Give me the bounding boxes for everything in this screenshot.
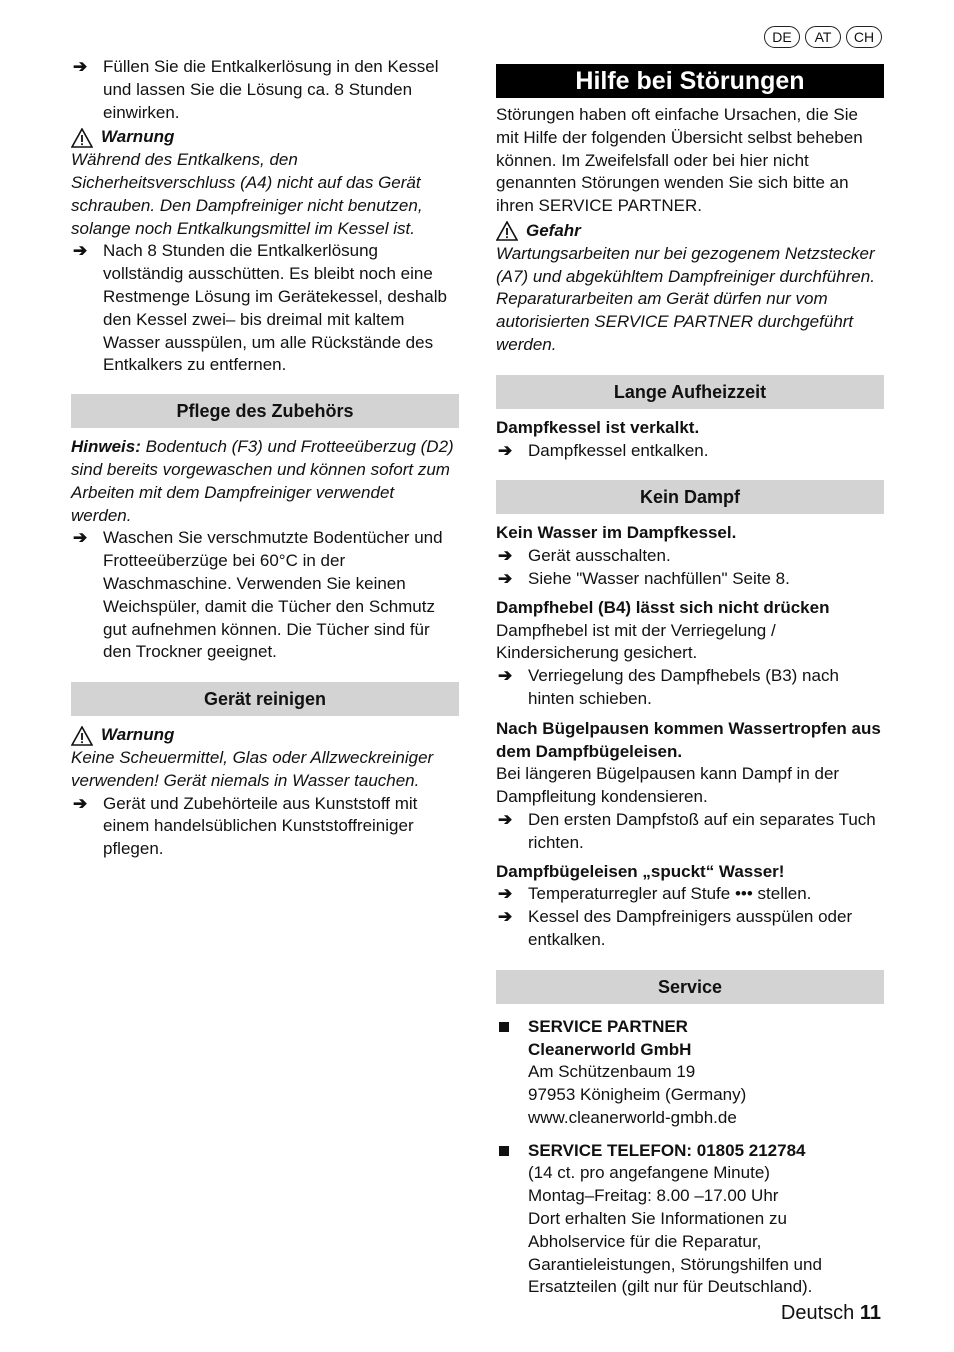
cause-heading: Nach Bügelpausen kommen Wassertropfen aus dem Dampfbügeleisen. (496, 718, 881, 761)
step-see-page: ➔ Siehe "Wasser nachfüllen" Seite 8. (496, 568, 884, 591)
hint-label: Hinweis: (71, 437, 141, 457)
hint-paragraph: Hinweis: Bodentuch (F3) und Frotteeüberzug (D2) sind bereits vorgewaschen und können sofort zum Arbeiten mit dem Dampfreiniger verwendet werden. (71, 437, 454, 525)
danger-heading: Gefahr (496, 220, 884, 243)
arrow-icon: ➔ (498, 809, 513, 829)
step-temperature: ➔ Temperaturregler auf Stufe ••• stellen. (496, 883, 884, 906)
cause-text: Dampfhebel ist mit der Verriegelung / Kindersicherung gesichert. (496, 620, 776, 663)
section-heading-heat: Lange Aufheizzeit (496, 375, 884, 409)
warning-heading: Warnung (71, 724, 459, 747)
step-descale: ➔ Dampfkessel entkalken. (496, 440, 884, 463)
arrow-icon: ➔ (498, 666, 513, 686)
section-heading-steam: Kein Dampf (496, 480, 884, 514)
arrow-icon: ➔ (73, 793, 88, 813)
warning-triangle-icon (496, 221, 518, 241)
badge-ch: CH (846, 26, 882, 48)
service-phone-block: SERVICE TELEFON: 01805 212784 (14 ct. pro angefangene Minute) Montag–Freitag: 8.00 –17.00 Uhr Dort erhalten Sie Informationen zu Abholservice für die Reparatur, Garantieleistungen, Störungshilfen und Ersatzteilen (gilt nur für Deutschland). (496, 1140, 884, 1300)
warning-heading: Warnung (71, 126, 459, 149)
cause-text: Bei längeren Bügelpausen kann Dampf in der Dampfleitung kondensieren. (496, 764, 840, 807)
section-heading-clean: Gerät reinigen (71, 682, 459, 716)
warning-triangle-icon (71, 128, 93, 148)
warning-text: Keine Scheuermittel, Glas oder Allzweckreiniger verwenden! Gerät niemals in Wasser tauchen. (71, 747, 434, 790)
left-column (71, 56, 459, 861)
arrow-icon: ➔ (498, 568, 513, 588)
step-clean-plastic: ➔ Gerät und Zubehörteile aus Kunststoff mit einem handelsüblichen Kunststoffreiniger pflegen. (73, 793, 418, 859)
step-rinse-kettle: ➔ Kessel des Dampfreinigers ausspülen oder entkalken. (498, 907, 853, 949)
step-first-steam: ➔ Den ersten Dampfstoß auf ein separates Tuch richten. (498, 809, 876, 852)
cause-heading: Dampfhebel (B4) lässt sich nicht drücken (496, 597, 830, 617)
warning-triangle-icon (71, 726, 93, 746)
arrow-icon: ➔ (73, 528, 88, 548)
section-heading-care: Pflege des Zubehörs (71, 394, 459, 428)
warning-text: Während des Entkalkens, den Sicherheitsverschluss (A4) nicht auf das Gerät schrauben. Den Dampfreiniger nicht benutzen, solange noch Entkalkungsmittel im Kessel ist. (71, 150, 423, 238)
step-fill-solution: ➔ Füllen Sie die Entkalkerlösung in den Kessel und lassen Sie die Lösung ca. 8 Stunden einwirken. (73, 57, 439, 122)
page-footer (781, 1300, 881, 1326)
danger-text: Wartungsarbeiten nur bei gezogenem Netzstecker (A7) und abgekühltem Dampfreiniger durchführen. Reparaturarbeiten am Gerät dürfen nur vom autorisierten SERVICE PARTNER durchgeführt werden. (496, 243, 875, 354)
section-heading-service: Service (496, 970, 884, 1004)
intro-paragraph: Störungen haben oft einfache Ursachen, die Sie mit Hilfe der folgenden Übersicht selbst beheben können. Im Zweifelsfall oder bei hier nicht genannten Störungen wenden Sie sich bitte an ihren SERVICE PARTNER. (496, 105, 863, 216)
page-number: 11 (859, 1302, 881, 1324)
footer-language: Deutsch (780, 1302, 855, 1324)
badge-at: AT (805, 26, 841, 48)
step-switch-off: ➔ Gerät ausschalten. (496, 545, 884, 568)
arrow-icon: ➔ (498, 907, 513, 927)
right-column (496, 64, 884, 1299)
badge-de: DE (764, 26, 800, 48)
service-partner-block: SERVICE PARTNER Cleanerworld GmbH Am Schützenbaum 19 97953 Königheim (Germany) www.cleanerworld-gmbh.de (496, 1016, 884, 1130)
square-bullet-icon (499, 1146, 509, 1156)
arrow-icon: ➔ (498, 884, 513, 904)
step-pour-out: ➔ Nach 8 Stunden die Entkalkerlösung vollständig ausschütten. Es bleibt noch eine Restmenge Lösung im Gerätekessel, deshalb den Kessel zwei– bis dreimal mit kaltem Wasser ausspülen, um alle Rückstände des Entkalkers zu entfernen. (73, 241, 447, 375)
page-title: Hilfe bei Störungen (496, 64, 884, 98)
square-bullet-icon (499, 1022, 509, 1032)
arrow-icon: ➔ (498, 546, 513, 566)
cause-heading: Dampfkessel ist verkalkt. (496, 417, 700, 437)
arrow-icon: ➔ (73, 57, 88, 76)
step-unlock-lever: ➔ Verriegelung des Dampfhebels (B3) nach hinten schieben. (498, 666, 839, 708)
step-wash-cloths: ➔ Waschen Sie verschmutzte Bodentücher und Frotteeüberzüge bei 60°C in der Waschmaschine. Verwenden Sie keinen Weichspüler, damit die Tücher den Schmutz gut aufnehmen können. Die Tücher sind für den Trockner geeignet. (73, 528, 443, 662)
cause-heading: Dampfbügeleisen „spuckt“ Wasser! (496, 861, 785, 881)
website-link[interactable]: www.cleanerworld-gmbh.de (528, 1107, 737, 1127)
arrow-icon: ➔ (73, 241, 88, 261)
language-badges (764, 26, 882, 48)
cause-heading: Kein Wasser im Dampfkessel. (496, 523, 737, 543)
arrow-icon: ➔ (498, 440, 513, 460)
